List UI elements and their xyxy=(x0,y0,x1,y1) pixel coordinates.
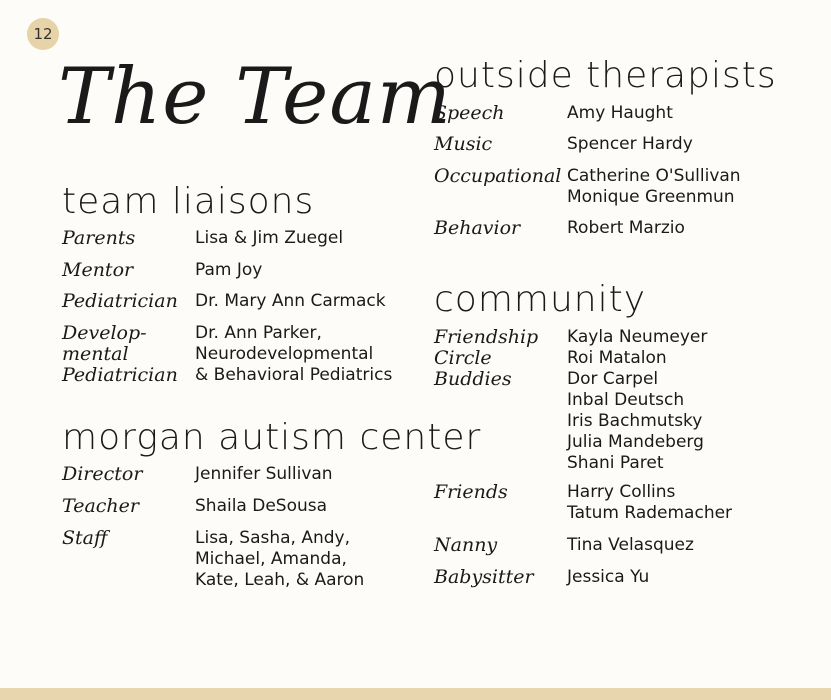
center-role: Director xyxy=(62,463,143,485)
therapist-name: Spencer Hardy xyxy=(567,134,693,154)
center-role: Teacher xyxy=(62,495,139,517)
therapist-name: Robert Marzio xyxy=(567,218,685,238)
community-role: Nanny xyxy=(434,534,498,556)
liaison-role: Develop- mental Pediatrician xyxy=(62,322,178,386)
outside-therapists-heading: outside therapists xyxy=(434,55,777,96)
community-name: Tina Velasquez xyxy=(567,535,694,555)
morgan-center-heading: morgan autism center xyxy=(62,417,482,458)
therapist-role: Behavior xyxy=(434,217,521,239)
community-role: Friendship Circle Buddies xyxy=(434,326,539,390)
therapist-role: Speech xyxy=(434,102,505,124)
team-liaisons-heading: team liaisons xyxy=(62,181,315,222)
liaison-name: Dr. Mary Ann Carmack xyxy=(195,291,386,311)
community-role: Friends xyxy=(434,481,508,503)
community-heading: community xyxy=(434,279,647,320)
therapist-role: Occupational xyxy=(434,165,562,187)
liaison-role: Pediatrician xyxy=(62,290,178,312)
liaison-role: Mentor xyxy=(62,259,134,281)
therapist-role: Music xyxy=(434,133,493,155)
liaison-name: Dr. Ann Parker, Neurodevelopmental & Behavioral Pediatrics xyxy=(195,323,393,385)
center-name: Lisa, Sasha, Andy, Michael, Amanda, Kate, Leah, & Aaron xyxy=(195,528,365,590)
center-name: Shaila DeSousa xyxy=(195,496,328,516)
liaison-role: Parents xyxy=(62,227,136,249)
page-number-badge: 12 xyxy=(27,18,59,50)
community-role: Babysitter xyxy=(434,566,534,588)
center-name: Jennifer Sullivan xyxy=(195,464,333,484)
center-role: Staff xyxy=(62,527,108,549)
community-name: Harry Collins Tatum Rademacher xyxy=(567,482,733,523)
page-title: The Team xyxy=(58,52,452,142)
community-name: Kayla Neumeyer Roi Matalon Dor Carpel Inbal Deutsch Iris Bachmutsky Julia Mandeberg Shani Paret xyxy=(567,327,708,473)
therapist-name: Catherine O'Sullivan Monique Greenmun xyxy=(567,166,741,207)
liaison-name: Pam Joy xyxy=(195,260,263,280)
bottom-divider xyxy=(0,688,831,700)
therapist-name: Amy Haught xyxy=(567,103,673,123)
community-name: Jessica Yu xyxy=(567,567,650,587)
liaison-name: Lisa & Jim Zuegel xyxy=(195,228,344,248)
